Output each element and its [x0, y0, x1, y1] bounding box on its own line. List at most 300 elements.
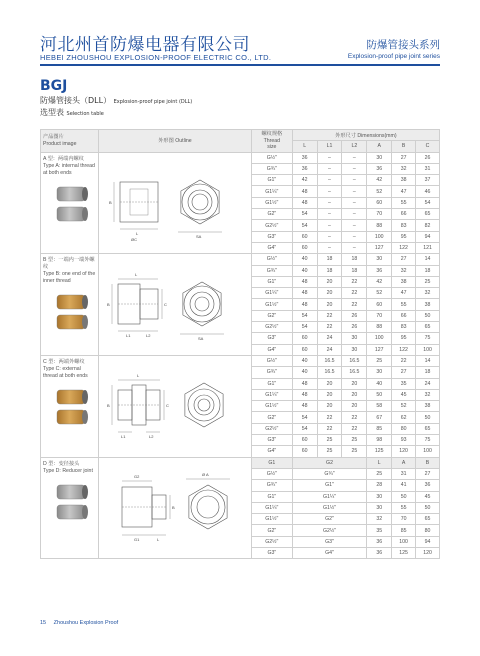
table-cell: 50 — [416, 502, 440, 513]
table-cell: 60 — [292, 242, 317, 253]
table-cell: 22 — [317, 310, 342, 321]
table-cell: G2" — [251, 209, 292, 220]
table-cell: 30 — [367, 491, 392, 502]
selection-table — [40, 129, 440, 559]
product-name-cn: 防爆管接头（DLL） — [40, 96, 112, 105]
outline-drawing-type-b — [100, 259, 250, 349]
table-cell: 54 — [292, 310, 317, 321]
table-cell: G1½" — [292, 502, 367, 513]
table-cell: G1" — [251, 378, 292, 389]
table-cell: G3" — [251, 333, 292, 344]
header-outline: 外形图 Outline — [98, 130, 251, 153]
table-row — [41, 457, 440, 468]
table-cell: 22 — [342, 276, 367, 287]
table-cell: 31 — [392, 468, 416, 479]
drawing-label: B — [106, 301, 110, 307]
table-cell: – — [317, 152, 342, 163]
table-cell: 22 — [317, 322, 342, 333]
table-cell: 48 — [292, 401, 317, 412]
table-cell: 47 — [392, 288, 416, 299]
table-cell: G3" — [251, 435, 292, 446]
table-cell: – — [317, 197, 342, 208]
table-cell: 65 — [416, 423, 440, 434]
table-cell: G2½" — [251, 322, 292, 333]
table-cell: 16.5 — [317, 367, 342, 378]
table-cell: – — [342, 186, 367, 197]
product-photo — [51, 481, 91, 525]
table-cell: G1" — [251, 175, 292, 186]
table-cell: 25 — [416, 276, 440, 287]
table-cell: 98 — [367, 435, 392, 446]
table-cell: G1¼" — [292, 491, 367, 502]
table-cell: 80 — [416, 525, 440, 536]
outline-drawing-type-d — [100, 465, 250, 549]
table-cell: 25 — [342, 435, 367, 446]
table-cell: 100 — [367, 333, 392, 344]
table-cell: 52 — [392, 401, 416, 412]
table-cell: G4" — [292, 547, 367, 558]
table-cell: 32 — [367, 514, 392, 525]
table-cell: 100 — [367, 231, 392, 242]
table-cell: – — [342, 220, 367, 231]
table-cell: 62 — [392, 412, 416, 423]
dim-header: L1 — [317, 141, 342, 152]
type-label: B 型：一端内一端外螺纹 Type B: one end of the inner thread — [41, 254, 99, 356]
table-cell: 55 — [392, 299, 416, 310]
table-cell: 28 — [367, 480, 392, 491]
table-cell: G¾" — [251, 265, 292, 276]
table-cell: – — [317, 242, 342, 253]
table-cell: G½" — [251, 468, 292, 479]
table-cell: 26 — [342, 322, 367, 333]
table-cell: 48 — [292, 389, 317, 400]
product-name — [40, 95, 192, 106]
table-cell: – — [317, 231, 342, 242]
table-cell: 60 — [292, 446, 317, 457]
table-cell: 20 — [342, 378, 367, 389]
table-cell: 122 — [392, 242, 416, 253]
dim-header: G2 — [292, 457, 367, 468]
table-cell: 65 — [416, 209, 440, 220]
table-cell: 36 — [292, 163, 317, 174]
table-cell: G2" — [292, 514, 367, 525]
table-cell: 100 — [416, 446, 440, 457]
table-cell: 31 — [416, 163, 440, 174]
outline-cell — [98, 457, 251, 559]
table-cell: – — [342, 197, 367, 208]
table-cell: G½" — [251, 152, 292, 163]
product-code: BGJ — [40, 78, 68, 94]
table-cell: 40 — [292, 367, 317, 378]
drawing-label: L — [135, 230, 139, 236]
drawing-label: B — [106, 403, 110, 409]
table-cell: G1¼" — [251, 389, 292, 400]
table-cell: 25 — [367, 468, 392, 479]
table-cell: 66 — [392, 209, 416, 220]
table-cell: G1¼" — [251, 502, 292, 513]
table-cell: 18 — [317, 254, 342, 265]
table-cell: 22 — [342, 412, 367, 423]
table-cell: 25 — [317, 446, 342, 457]
company-name-cn: 河北州首防爆电器有限公司 — [40, 35, 250, 55]
table-cell: 30 — [367, 254, 392, 265]
drawing-label: C — [163, 301, 167, 307]
type-label: A 型：两端内螺纹 Type A: internal thread at both ends — [41, 152, 99, 254]
table-cell: 14 — [416, 355, 440, 366]
table-cell: 36 — [367, 547, 392, 558]
table-cell: G3" — [251, 231, 292, 242]
table-cell: 88 — [367, 220, 392, 231]
table-cell: G¾" — [292, 468, 367, 479]
table-cell: 20 — [342, 389, 367, 400]
table-cell: 54 — [292, 209, 317, 220]
product-name-en: Explosion-proof pipe joint (DLL) — [113, 99, 193, 105]
drawing-label: ØC — [130, 236, 137, 242]
table-cell: 54 — [292, 322, 317, 333]
table-cell: G2" — [251, 310, 292, 321]
table-cell: 65 — [416, 322, 440, 333]
table-cell: 20 — [317, 276, 342, 287]
table-cell: 20 — [342, 401, 367, 412]
table-cell: 25 — [342, 446, 367, 457]
table-cell: 121 — [416, 242, 440, 253]
table-cell: 120 — [416, 547, 440, 558]
table-cell: 125 — [392, 547, 416, 558]
table-cell: 40 — [367, 378, 392, 389]
table-cell: 60 — [367, 299, 392, 310]
table-cell: 18 — [416, 265, 440, 276]
table-cell: 27 — [392, 254, 416, 265]
outline-cell — [98, 152, 251, 254]
table-cell: 22 — [342, 423, 367, 434]
table-cell: 70 — [392, 514, 416, 525]
table-cell: G1½" — [251, 514, 292, 525]
table-cell: 50 — [367, 389, 392, 400]
table-cell: – — [317, 163, 342, 174]
table-row — [41, 152, 440, 163]
table-cell: 80 — [392, 423, 416, 434]
table-cell: 50 — [416, 412, 440, 423]
table-cell: 42 — [367, 175, 392, 186]
table-cell: 66 — [392, 310, 416, 321]
table-cell: 36 — [367, 265, 392, 276]
outline-cell — [98, 254, 251, 356]
table-cell: 32 — [392, 265, 416, 276]
product-photo — [51, 386, 91, 430]
table-cell: 60 — [292, 333, 317, 344]
table-cell: 100 — [392, 536, 416, 547]
table-row — [41, 355, 440, 366]
table-cell: G½" — [251, 355, 292, 366]
table-cell: 38 — [392, 175, 416, 186]
table-cell: 18 — [416, 367, 440, 378]
page-number: 15 — [40, 620, 47, 626]
table-cell: G1½" — [251, 197, 292, 208]
table-cell: 20 — [317, 389, 342, 400]
table-cell: 55 — [392, 502, 416, 513]
drawing-label: L1 — [120, 434, 126, 440]
table-cell: 93 — [392, 435, 416, 446]
table-cell: 85 — [392, 525, 416, 536]
table-cell: 22 — [342, 299, 367, 310]
table-cell: 58 — [367, 401, 392, 412]
table-cell: 16.5 — [342, 367, 367, 378]
table-cell: 46 — [416, 186, 440, 197]
table-cell: 75 — [416, 333, 440, 344]
table-cell: 88 — [367, 322, 392, 333]
drawing-label: G1 — [133, 536, 140, 542]
table-cell: 20 — [317, 401, 342, 412]
table-cell: 20 — [317, 378, 342, 389]
table-cell: 20 — [317, 288, 342, 299]
table-cell: 40 — [292, 265, 317, 276]
table-cell: G2½" — [251, 220, 292, 231]
table-cell: 24 — [317, 333, 342, 344]
drawing-label: B — [108, 199, 112, 205]
table-cell: 52 — [367, 288, 392, 299]
table-cell: 22 — [317, 412, 342, 423]
table-cell: 26 — [416, 152, 440, 163]
table-cell: G1" — [251, 276, 292, 287]
table-cell: 60 — [292, 435, 317, 446]
table-cell: 94 — [416, 536, 440, 547]
table-cell: 82 — [416, 220, 440, 231]
dim-header: B — [392, 141, 416, 152]
table-cell: 14 — [416, 254, 440, 265]
table-cell: 100 — [416, 344, 440, 355]
drawing-label: L — [134, 271, 138, 277]
table-cell: 30 — [367, 367, 392, 378]
footer — [40, 620, 118, 626]
table-cell: G4" — [251, 344, 292, 355]
header-product-image: 产品图片 Product image — [41, 130, 99, 153]
table-cell: 60 — [292, 344, 317, 355]
table-cell: 38 — [416, 401, 440, 412]
table-cell: 30 — [367, 152, 392, 163]
table-cell: 42 — [292, 175, 317, 186]
table-cell: G3" — [251, 547, 292, 558]
outline-drawing-type-a — [100, 157, 250, 247]
header-rule — [40, 64, 440, 66]
dim-header: L2 — [342, 141, 367, 152]
table-cell: 54 — [292, 412, 317, 423]
table-cell: 67 — [367, 412, 392, 423]
dim-header: A — [392, 457, 416, 468]
table-cell: 65 — [416, 514, 440, 525]
table-cell: 24 — [416, 378, 440, 389]
table-cell: 24 — [317, 344, 342, 355]
table-cell: 30 — [367, 502, 392, 513]
table-cell: 30 — [342, 333, 367, 344]
selection-title-cn: 选型表 — [40, 108, 64, 117]
table-cell: 50 — [392, 491, 416, 502]
table-cell: G4" — [251, 242, 292, 253]
table-cell: G1¼" — [251, 186, 292, 197]
table-cell: 38 — [416, 299, 440, 310]
table-cell: 70 — [367, 209, 392, 220]
table-cell: 127 — [367, 242, 392, 253]
table-cell: G3" — [292, 536, 367, 547]
table-cell: G¾" — [251, 367, 292, 378]
product-photo — [51, 291, 91, 335]
table-cell: 50 — [416, 310, 440, 321]
table-cell: – — [342, 152, 367, 163]
table-cell: G2" — [251, 412, 292, 423]
table-cell: 95 — [392, 231, 416, 242]
table-row — [41, 254, 440, 265]
table-cell: – — [342, 209, 367, 220]
table-cell: 22 — [392, 355, 416, 366]
header-dimensions: 外形尺寸 Dimensions(mm) — [292, 130, 439, 141]
drawing-label: SA — [195, 233, 202, 239]
selection-title-en: Selection table — [66, 111, 104, 117]
table-cell: 122 — [392, 344, 416, 355]
table-cell: G4" — [251, 446, 292, 457]
drawing-label: L2 — [145, 332, 151, 338]
dim-header: L — [367, 457, 392, 468]
table-cell: G1½" — [251, 401, 292, 412]
table-cell: 36 — [292, 152, 317, 163]
table-cell: 25 — [367, 355, 392, 366]
drawing-label: L2 — [148, 434, 154, 440]
table-cell: G½" — [251, 254, 292, 265]
table-cell: 45 — [392, 389, 416, 400]
table-cell: 22 — [342, 288, 367, 299]
table-cell: 27 — [392, 152, 416, 163]
table-cell: 30 — [342, 344, 367, 355]
table-cell: 47 — [392, 186, 416, 197]
table-cell: – — [317, 209, 342, 220]
table-cell: G¾" — [251, 480, 292, 491]
table-cell: – — [342, 231, 367, 242]
drawing-label: SA — [197, 335, 204, 341]
table-cell: – — [317, 186, 342, 197]
dim-header: C — [416, 141, 440, 152]
table-cell: 94 — [416, 231, 440, 242]
drawing-label: Ø A — [201, 471, 209, 477]
dim-header: A — [367, 141, 392, 152]
table-cell: 25 — [317, 435, 342, 446]
table-cell: 60 — [367, 197, 392, 208]
table-cell: 35 — [367, 525, 392, 536]
table-cell: 54 — [292, 220, 317, 231]
table-cell: 120 — [392, 446, 416, 457]
table-cell: 48 — [292, 299, 317, 310]
table-cell: – — [342, 242, 367, 253]
table-cell: 54 — [292, 423, 317, 434]
table-cell: 32 — [416, 389, 440, 400]
table-cell: 26 — [342, 310, 367, 321]
table-cell: 83 — [392, 220, 416, 231]
table-cell: 36 — [367, 536, 392, 547]
table-cell: 36 — [367, 163, 392, 174]
table-cell: 45 — [416, 491, 440, 502]
series-title-cn: 防爆管接头系列 — [366, 39, 440, 51]
table-cell: 37 — [416, 175, 440, 186]
table-cell: 27 — [392, 367, 416, 378]
product-photo — [51, 183, 91, 227]
drawing-label: C — [165, 403, 169, 409]
selection-title — [40, 107, 104, 118]
dim-header: B — [416, 457, 440, 468]
table-cell: 16.5 — [342, 355, 367, 366]
dim-header: G1 — [251, 457, 292, 468]
table-cell: 85 — [367, 423, 392, 434]
table-cell: G2½" — [251, 423, 292, 434]
table-cell: 32 — [392, 163, 416, 174]
table-cell: 35 — [392, 378, 416, 389]
table-cell: 38 — [392, 276, 416, 287]
table-cell: G1¼" — [251, 288, 292, 299]
table-cell: – — [317, 220, 342, 231]
header-thread-size: 螺纹规格 Thread size — [251, 130, 292, 153]
table-cell: – — [342, 163, 367, 174]
table-cell: 18 — [342, 254, 367, 265]
table-cell: G2½" — [292, 525, 367, 536]
table-cell: 127 — [367, 344, 392, 355]
drawing-label: L — [136, 373, 140, 379]
type-label: D 型：变径接头 Type D: Reducer joint — [41, 457, 99, 559]
company-name-en: HEBEI ZHOUSHOU EXPLOSION-PROOF ELECTRIC CO., LTD. — [40, 53, 272, 62]
table-cell: 22 — [317, 423, 342, 434]
table-cell: 48 — [292, 378, 317, 389]
drawing-label: L — [156, 536, 160, 542]
drawing-label: L1 — [125, 332, 131, 338]
table-cell: 48 — [292, 197, 317, 208]
table-cell: G1½" — [251, 299, 292, 310]
table-cell: 55 — [392, 197, 416, 208]
table-cell: 60 — [292, 231, 317, 242]
series-title-en: Explosion-proof pipe joint series — [347, 53, 440, 60]
table-cell: 42 — [367, 276, 392, 287]
drawing-label: B — [171, 504, 175, 510]
table-cell: – — [317, 175, 342, 186]
table-cell: 48 — [292, 288, 317, 299]
table-cell: 75 — [416, 435, 440, 446]
table-cell: 48 — [292, 186, 317, 197]
table-cell: 40 — [292, 254, 317, 265]
table-cell: 16.5 — [317, 355, 342, 366]
table-cell: 36 — [416, 480, 440, 491]
table-cell: 70 — [367, 310, 392, 321]
table-cell: 54 — [416, 197, 440, 208]
table-cell: 18 — [342, 265, 367, 276]
table-cell: 48 — [292, 276, 317, 287]
table-cell: 41 — [392, 480, 416, 491]
table-cell: G1" — [292, 480, 367, 491]
table-cell: G2" — [251, 525, 292, 536]
table-cell: 32 — [416, 288, 440, 299]
outline-cell — [98, 355, 251, 457]
table-cell: 95 — [392, 333, 416, 344]
table-cell: 40 — [292, 355, 317, 366]
table-cell: G2½" — [251, 536, 292, 547]
table-cell: 20 — [317, 299, 342, 310]
table-cell: 18 — [317, 265, 342, 276]
table-cell: G1" — [251, 491, 292, 502]
dim-header: L — [292, 141, 317, 152]
type-label: C 型：两端外螺纹 Type C: external thread at both ends — [41, 355, 99, 457]
drawing-label: G2 — [133, 473, 140, 479]
table-cell: – — [342, 175, 367, 186]
table-cell: 27 — [416, 468, 440, 479]
table-cell: G¾" — [251, 163, 292, 174]
table-cell: 52 — [367, 186, 392, 197]
outline-drawing-type-c — [100, 360, 250, 450]
table-cell: 125 — [367, 446, 392, 457]
footer-text: Zhoushou Explosion Proof — [53, 620, 119, 626]
table-cell: 83 — [392, 322, 416, 333]
